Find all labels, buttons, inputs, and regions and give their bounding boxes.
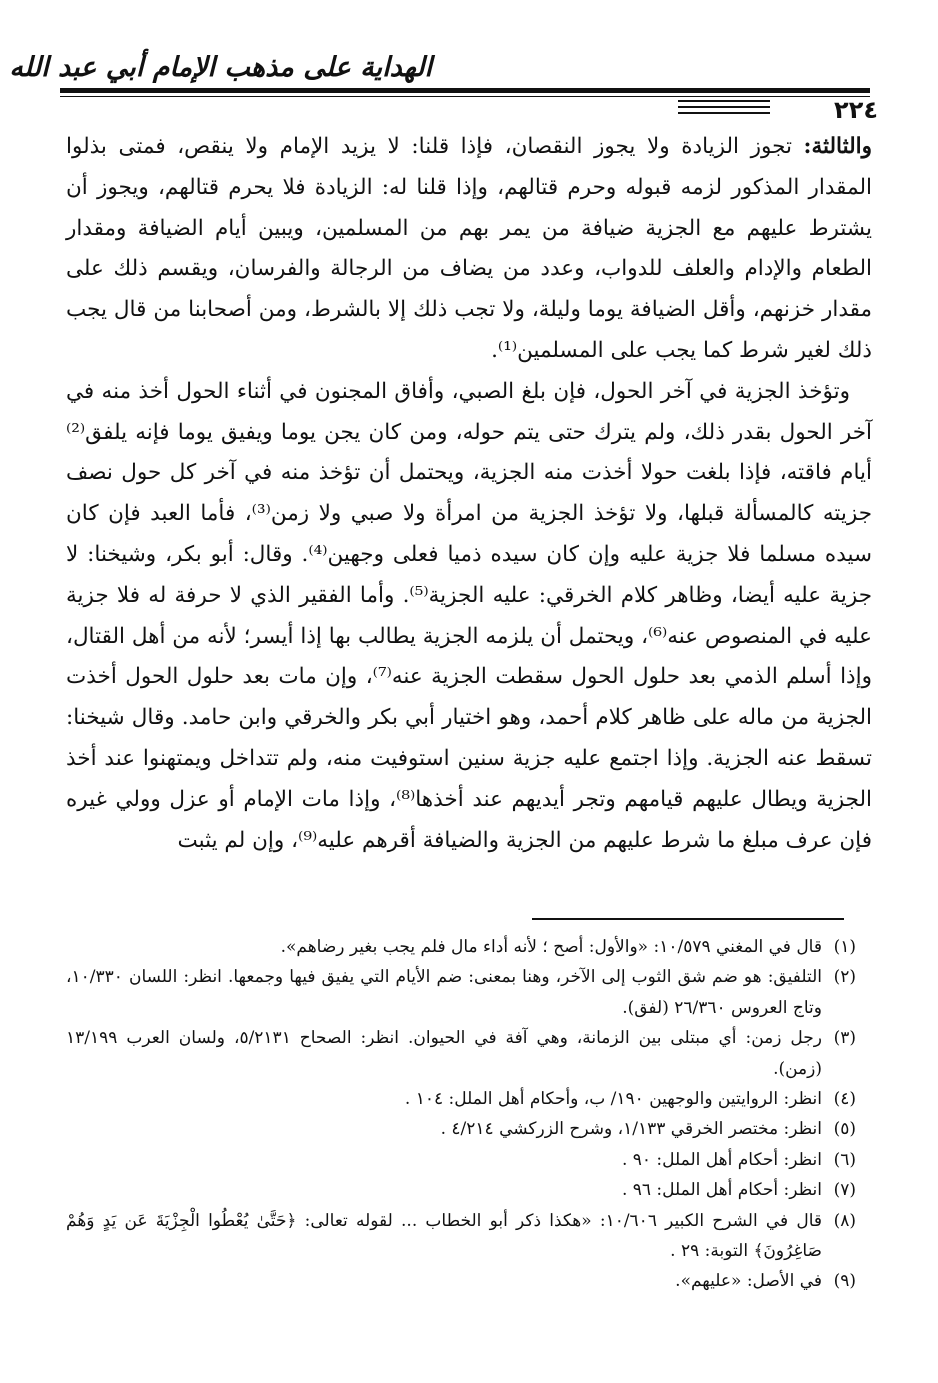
page-number: ٢٢٤ [834,96,878,124]
footnote-text: قال في الشرح الكبير ١٠/٦٠٦: «هكذا ذكر أبو الخطاب ... لقوله تعالى: ﴿حَتَّىٰ يُعْطُوا الْجِزْيَةَ عَن يَدٍ وَهُمْ صَاغِرُونَ﴾ التوبة: ٢٩ . [66,1210,822,1262]
footnote-number: (٥) [833,1119,856,1140]
footnote-text: انظر: مختصر الخرقي ١/١٣٣، وشرح الزركشي ٤/٢١٤ . [440,1119,822,1140]
paragraph-1-text: تجوز الزيادة ولا يجوز النقصان، فإذا قلنا: لا يزيد الإمام ولا ينقص، فمتى بذلوا المقدار المذكور لزمه قبوله وحرم قتالهم، وإذا قلنا له: الزيادة فلا يحرم قتالهم، ويجوز أن يشترط عليهم مع الجزية ضيافة من يمر بهم من المسلمين، ويبين أيام الضيافة ومقدار الطعام والإدام والعلف للدواب، وعدد من يضاف من الرجالة والفرسان، ويقسم ذلك على مقدار خزنهم، وأقل الضيافة يوما وليلة، ولا تجب ذلك إلا بالشرط، ومن أصحابنا من قال يجب ذلك لغير شرط كما يجب على المسلمين⁽¹⁾. [66,134,872,363]
paragraph-2: وتؤخذ الجزية في آخر الحول، فإن بلغ الصبي، وأفاق المجنون في أثناء الحول أخذ منه في آخر الحول بقدر ذلك، ولم يترك حتى يتم حوله، ومن كان يجن يوما ويفيق يوما فإنه يلفق⁽²⁾ أيام فاقته، فإذا بلغت حولا أخذت منه الجزية، ويحتمل أن تؤخذ منه في آخر كل حول نصف جزيته كالمسألة قبلها، ولا تؤخذ الجزية من امرأة ولا صبي ولا زمن⁽³⁾، فأما العبد فإن كان سيده مسلما فلا جزية عليه وإن كان سيده ذميا فعلى وجهين⁽⁴⁾. وقال: أبو بكر، وشيخنا: لا جزية عليه أيضا، وظاهر كلام الخرقي: عليه الجزية⁽⁵⁾. وأما الفقير الذي لا حرفة له فلا جزية عليه في المنصوص عنه⁽⁶⁾، ويحتمل أن يلزمه الجزية يطالب بها إذا أيسر؛ لأنه من أهل القتال، وإذا أسلم الذمي بعد حلول الحول سقطت الجزية عنه⁽⁷⁾، وإن مات بعد حلول الحول أخذت الجزية من ماله على ظاهر كلام أحمد، وهو اختيار أبي بكر والخرقي وابن حامد. وقال شيخنا: تسقط عنه الجزية. وإذا اجتمع عليه جزية سنين استوفيت منه، ولم تتداخل ويمتهنوا عند أخذ الجزية ويطال عليهم قيامهم وتجر أيديهم عند أخذها⁽⁸⁾، وإذا مات الإمام أو عزل وولي غيره فإن عرف مبلغ ما شرط عليهم من الجزية والضيافة أقرهم عليه⁽⁹⁾، وإن لم يثبت [66,378,872,853]
footnote-8 [66,1206,856,1267]
footnote-9 [66,1266,856,1296]
footnote-text: انظر: أحكام أهل الملل: ٩٠ . [621,1149,822,1170]
footnote-text: قال في المغني ١٠/٥٧٩: «والأول: أصح ؛ لأنه أداء مال فلم يجب بغير رضاهم». [280,937,822,957]
main-text [66,127,872,861]
footnote-number: (٧) [833,1180,856,1201]
footnote-number: (١) [833,937,856,957]
footnote-text: انظر: الروايتين والوجهين ١٩٠/ ب، وأحكام أهل الملل: ١٠٤ . [404,1089,822,1110]
running-title: الهداية على مذهب الإمام أبي عبد الله [9,52,432,83]
footnote-number: (٤) [833,1089,856,1110]
lead-word: والثالثة: [803,134,872,159]
header-rule-thin [60,96,870,97]
footnote-7 [66,1175,856,1205]
paragraph-1 [66,127,872,372]
footnote-text: في الأصل: «عليهم». [675,1271,822,1292]
footnote-number: (٩) [833,1271,856,1292]
footnote-2 [66,962,856,1023]
footnote-number: (٨) [833,1210,856,1231]
footnote-text: رجل زمن: أي مبتلى بين الزمانة، وهي آفة في الحيوان. انظر: الصحاح ٥/٢١٣١، ولسان العرب ١٣/١٩٩ (زمن). [66,1028,822,1079]
footnote-number: (٢) [833,967,856,988]
page-number-ornament [678,100,770,118]
footnote-text: التلفيق: هو ضم شق الثوب إلى الآخر، وهنا بمعنى: ضم الأيام التي يفيق فيها وجمعها. انظر: اللسان ١٠/٣٣٠، وتاج العروس ٢٦/٣٦٠ (لفق). [66,967,822,1018]
footnote-5 [66,1114,856,1144]
footnote-text: انظر: أحكام أهل الملل: ٩٦ . [621,1180,822,1201]
footnote-separator [532,918,844,920]
footnote-4 [66,1084,856,1114]
footnote-number: (٦) [833,1149,856,1170]
footnote-3 [66,1023,856,1084]
footnote-6 [66,1145,856,1175]
header-rule-thick [60,88,870,93]
footnote-1 [66,932,856,962]
footnote-number: (٣) [833,1028,856,1049]
page-number-area [678,98,878,124]
footnotes [66,932,856,1297]
